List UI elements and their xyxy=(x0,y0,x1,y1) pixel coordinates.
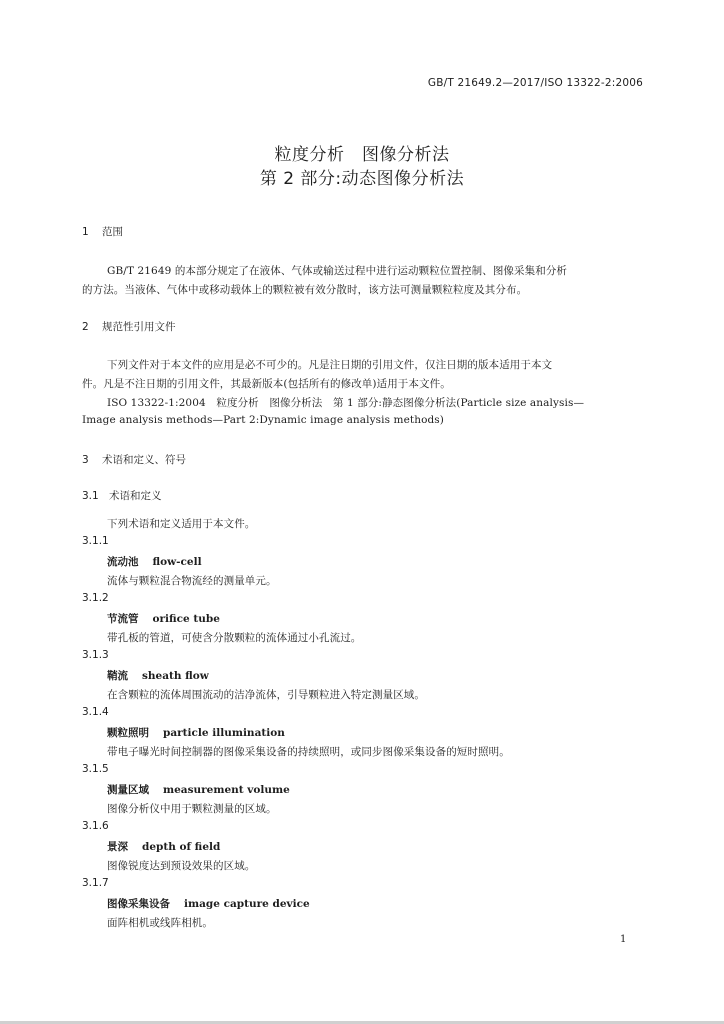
term-heading xyxy=(107,725,285,740)
term-heading xyxy=(107,896,310,911)
term-definition: 带电子曝光时间控制器的图像采集设备的持续照明，或同步图像采集设备的短时照明。 xyxy=(107,746,510,758)
section-1-title: 范围 xyxy=(102,226,123,238)
section-1-paragraph-line-1: GB/T 21649 的本部分规定了在液体、气体或输送过程中进行运动颗粒位置控制、图像采集和分析 xyxy=(107,265,568,277)
page-number: 1 xyxy=(620,934,627,945)
title-line-2: 第 2 部分:动态图像分析法 xyxy=(259,169,465,189)
section-2-reference-line-2: Image analysis methods—Part 2:Dynamic image analysis methods) xyxy=(82,414,444,426)
term-english-name: measurement volume xyxy=(163,784,290,796)
section-2-title: 规范性引用文件 xyxy=(102,321,176,333)
term-definition: 带孔板的管道，可使含分散颗粒的流体通过小孔流过。 xyxy=(107,632,362,644)
section-1-number: 1 xyxy=(82,226,89,238)
section-2-heading xyxy=(82,319,176,334)
term-chinese-name: 节流管 xyxy=(107,613,139,625)
term-definition: 流体与颗粒混合物流经的测量单元。 xyxy=(107,575,277,587)
subsection-3-1-number: 3.1 xyxy=(82,490,99,502)
subsection-3-1-heading xyxy=(82,488,162,503)
term-english-name: flow-cell xyxy=(152,556,202,568)
term-number: 3.1.6 xyxy=(82,820,109,832)
section-3-title: 术语和定义、符号 xyxy=(102,454,186,466)
term-number: 3.1.5 xyxy=(82,763,109,775)
term-heading xyxy=(107,782,290,797)
term-heading xyxy=(107,668,209,683)
term-english-name: sheath flow xyxy=(142,670,209,682)
term-definition: 图像锐度达到预设效果的区域。 xyxy=(107,860,256,872)
term-number: 3.1.7 xyxy=(82,877,109,889)
section-1-paragraph-line-2: 的方法。当液体、气体中或移动载体上的颗粒被有效分散时，该方法可测量颗粒粒度及其分布。 xyxy=(82,284,528,296)
term-number: 3.1.1 xyxy=(82,535,109,547)
section-2-reference-line-1: ISO 13322-1:2004 粒度分析 图像分析法 第 1 部分:静态图像分析法(Particle size analysis— xyxy=(107,397,585,409)
term-english-name: particle illumination xyxy=(163,727,285,739)
section-2-paragraph-1-line-2: 件。凡是不注日期的引用文件，其最新版本(包括所有的修改单)适用于本文件。 xyxy=(82,378,451,390)
term-english-name: depth of field xyxy=(142,841,221,853)
term-number: 3.1.4 xyxy=(82,706,109,718)
term-chinese-name: 景深 xyxy=(107,841,128,853)
term-number: 3.1.2 xyxy=(82,592,109,604)
term-chinese-name: 流动池 xyxy=(107,556,139,568)
section-3-number: 3 xyxy=(82,454,89,466)
term-definition: 面阵相机或线阵相机。 xyxy=(107,917,213,929)
section-2-paragraph-1-line-1: 下列文件对于本文件的应用是必不可少的。凡是注日期的引用文件，仅注日期的版本适用于本文 xyxy=(107,359,553,371)
section-3-heading xyxy=(82,452,186,467)
title-line-1: 粒度分析 图像分析法 xyxy=(274,145,450,165)
term-definition: 图像分析仪中用于颗粒测量的区域。 xyxy=(107,803,277,815)
term-number: 3.1.3 xyxy=(82,649,109,661)
term-chinese-name: 图像采集设备 xyxy=(107,898,170,910)
term-heading xyxy=(107,839,220,854)
section-2-number: 2 xyxy=(82,321,89,333)
term-english-name: image capture device xyxy=(184,898,310,910)
subsection-3-1-title: 术语和定义 xyxy=(109,490,162,502)
term-chinese-name: 颗粒照明 xyxy=(107,727,149,739)
standard-code-header: GB/T 21649.2—2017/ISO 13322-2:2006 xyxy=(427,77,643,89)
term-chinese-name: 测量区域 xyxy=(107,784,149,796)
term-chinese-name: 鞘流 xyxy=(107,670,128,682)
term-definition: 在含颗粒的流体周围流动的洁净流体，引导颗粒进入特定测量区域。 xyxy=(107,689,425,701)
term-heading xyxy=(107,554,202,569)
section-1-heading xyxy=(82,224,123,239)
terms-intro: 下列术语和定义适用于本文件。 xyxy=(107,518,256,530)
term-heading xyxy=(107,611,220,626)
term-english-name: orifice tube xyxy=(152,613,220,625)
